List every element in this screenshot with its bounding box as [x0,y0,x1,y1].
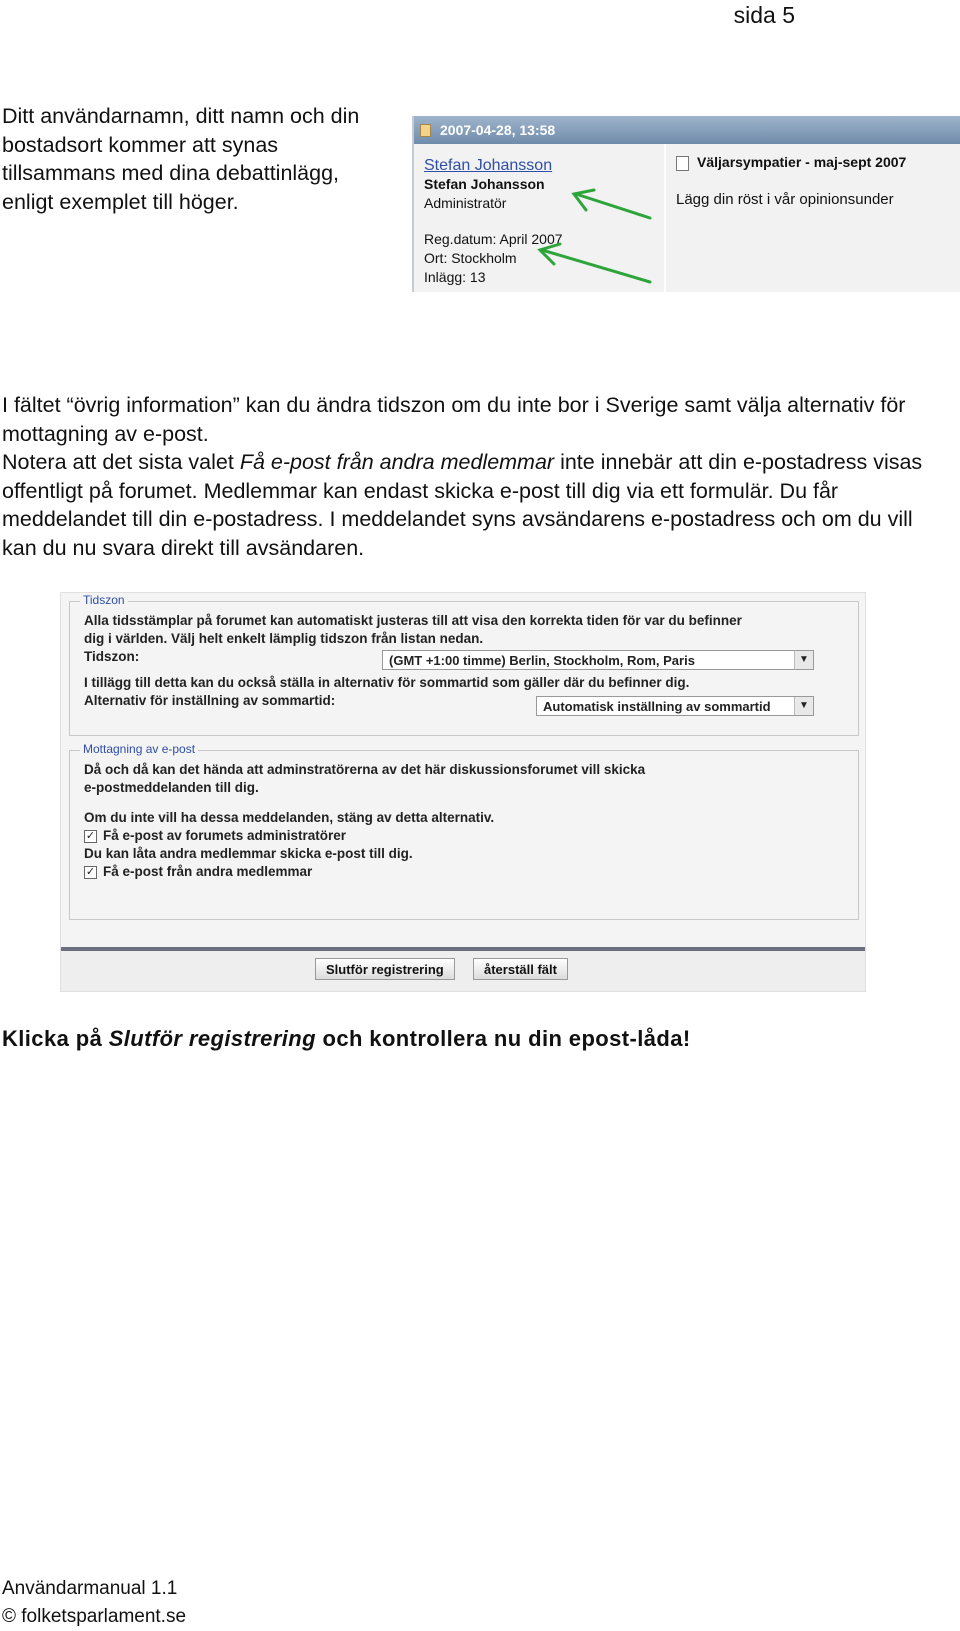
admin-email-label: Få e-post av forumets administratörer [103,828,347,843]
p2-pre: Notera att det sista valet [2,450,240,474]
email-desc-2: e-postmeddelanden till dig. [84,780,259,795]
p2-emphasis: Få e-post från andra medlemmar [239,450,555,474]
intro-text: Ditt användarnamn, ditt namn och din bostadsort kommer att synas tillsammans med dina debattinlägg, enligt exemplet till höger. [2,104,360,214]
email-legend: Mottagning av e-post [80,742,198,756]
footer-copyright: © folketsparlament.se [2,1606,187,1627]
arrow-name-shaft [576,194,650,218]
chevron-down-icon: ▼ [794,651,813,669]
dst-select[interactable] [536,696,814,716]
registration-form-screenshot [60,592,866,992]
dst-select-value: Automatisk inställning av sommartid [543,699,771,714]
form-button-bar [61,947,865,991]
arrow-location-shaft [542,250,650,282]
footer [2,1575,186,1631]
cta-pre: Klicka på [2,1026,109,1051]
timezone-label: Tidszon: [84,649,140,664]
chevron-down-icon: ▼ [794,697,813,715]
author-name: Stefan Johansson [424,176,545,192]
timezone-select[interactable] [382,650,814,670]
timezone-fieldset [69,593,859,736]
timezone-select-value: (GMT +1:00 timme) Berlin, Stockholm, Rom, Paris [389,653,695,668]
timezone-desc-2: dig i världen. Välj helt enkelt lämplig tidszon från listan nedan. [84,631,484,646]
body-text [2,391,952,562]
page-number: sida 5 [733,2,795,28]
reset-fields-button[interactable]: återställ fält [473,958,568,980]
call-to-action [2,1026,691,1052]
author-role: Administratör [424,195,507,211]
email-desc-1: Då och då kan det hända att adminstratörerna av det här diskussionsforumet vill skicka [84,762,646,777]
timezone-desc-1: Alla tidsstämplar på forumet kan automatiskt justeras till att visa den korrekta tiden för var du befinner [84,613,742,628]
timezone-legend: Tidszon [80,593,128,607]
author-location: Ort: Stockholm [424,250,517,266]
author-reg-date: Reg.datum: April 2007 [424,231,563,247]
dst-label: Alternativ för inställning av sommartid: [84,693,336,708]
footer-version: Användarmanual 1.1 [2,1578,178,1599]
annotation-arrows [414,116,960,292]
member-email-checkbox[interactable]: ✓ [85,865,96,878]
cta-post: och kontrollera nu din epost-låda! [315,1026,691,1051]
p2-post: inte innebär att din e-postadress visas offentligt på forumet. Medlemmar kan endast skicka e-post till dig via ett formulär. Du får meddelandet till din e-postadress. I meddelandet syns avsändarens e-postadress och om du vill kan du nu svara direkt till avsändaren. [2,450,923,560]
timezone-row [84,648,846,666]
dst-row [84,692,846,714]
body-paragraph-1: I fältet “övrig information” kan du ändra tidszon om du inte bor i Sverige samt välja alternativ för mottagning av e-post. [2,393,906,446]
author-link[interactable]: Stefan Johansson [424,157,553,174]
admin-email-option[interactable] [84,827,846,845]
email-desc-3: Om du inte vill ha dessa meddelanden, stäng av detta alternativ. [84,810,495,825]
arrow-to-name-icon [574,190,650,218]
member-email-label: Få e-post från andra medlemmar [103,864,313,879]
topic-body: Lägg din röst i vår opinionsunder [676,190,894,208]
submit-registration-button[interactable]: Slutför registrering [315,958,455,980]
body-paragraph-2 [2,448,952,562]
email-desc-4: Du kan låta andra medlemmar skicka e-post till dig. [84,846,413,861]
dst-desc: I tillägg till detta kan du också ställa in alternativ för sommartid som gäller där du befinner dig. [84,675,690,690]
admin-email-checkbox[interactable]: ✓ [85,829,96,842]
author-post-count: Inlägg: 13 [424,269,486,285]
forum-post-screenshot [412,116,960,292]
email-fieldset [69,742,859,920]
cta-emphasis: Slutför registrering [108,1026,316,1051]
topic-title: Väljarsympatier - maj-sept 2007 [697,154,907,170]
arrow-to-location-icon [540,244,650,282]
post-date: 2007-04-28, 13:58 [440,122,556,138]
member-email-option[interactable] [84,863,846,881]
